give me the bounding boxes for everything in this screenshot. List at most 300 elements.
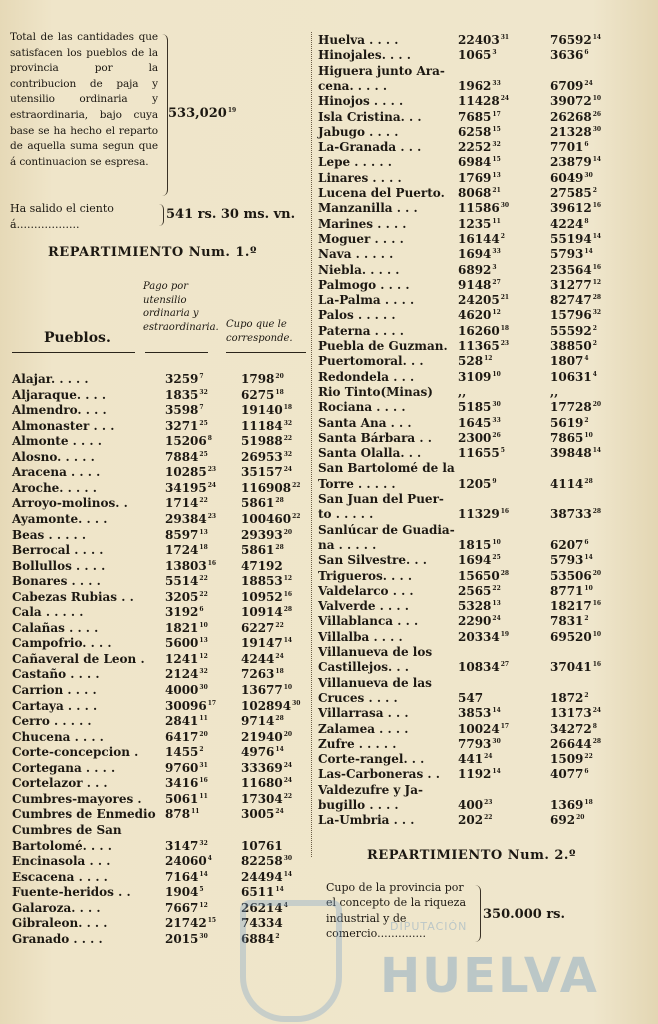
cupo-fraction: 14 bbox=[584, 554, 593, 562]
pago-fraction: 13 bbox=[199, 637, 208, 645]
pueblo-name: Bartolomé. . . . bbox=[12, 838, 112, 853]
cupo-value: 7701$^6$ bbox=[550, 140, 589, 155]
pueblo-name: Cumbres-mayores . bbox=[12, 791, 142, 806]
cupo-value: 100460$^{22}$ bbox=[241, 511, 301, 526]
cupo-fraction: 6 bbox=[584, 538, 589, 546]
table-row bbox=[318, 278, 648, 294]
pago-fraction: 22 bbox=[199, 497, 208, 505]
cupo-fraction: 22 bbox=[283, 792, 293, 800]
pueblo-name: Cruces . . . . bbox=[318, 690, 398, 705]
cupo-fraction: 2 bbox=[275, 932, 280, 940]
cupo-fraction: 30 bbox=[292, 699, 301, 707]
pueblo-name: Cumbres de Enmedio bbox=[12, 807, 156, 822]
pago-fraction: 15 bbox=[492, 125, 501, 133]
table-row bbox=[318, 492, 648, 508]
pago-fraction: 17 bbox=[500, 722, 510, 730]
pueblo-name: Fuente-heridos . . bbox=[12, 885, 131, 900]
table-row bbox=[318, 140, 648, 156]
table-row bbox=[12, 699, 310, 715]
cupo-value: 10631$^4$ bbox=[550, 369, 597, 384]
pago-fraction: 21 bbox=[492, 187, 501, 194]
cupo-fraction: 10 bbox=[283, 684, 293, 691]
cupo-value: 5861$^{28}$ bbox=[241, 496, 284, 511]
pago-value: 7667$^{12}$ bbox=[165, 900, 208, 915]
pueblo-name: Berrocal . . . . bbox=[12, 543, 104, 558]
pago-fraction: 7 bbox=[199, 404, 204, 412]
cupo-value: 6049$^{30}$ bbox=[550, 170, 593, 185]
pueblo-name: Linares . . . . bbox=[318, 170, 402, 185]
pago-fraction: 32 bbox=[199, 668, 208, 676]
cupo-fraction: 14 bbox=[592, 156, 602, 164]
cupo-fraction: 24 bbox=[275, 652, 284, 660]
pueblo-name: Almonaster . . . bbox=[12, 418, 115, 433]
pago-value: 9760$^{31}$ bbox=[165, 760, 208, 775]
pago-value: 3271$^{25}$ bbox=[165, 418, 208, 433]
pueblo-name: Nava . . . . . bbox=[318, 247, 394, 262]
pago-value: $528^{12}$ bbox=[458, 354, 493, 369]
cupo-value: 35157$^{24}$ bbox=[241, 465, 293, 480]
pueblo-name: Gibraleon. . . . bbox=[12, 916, 108, 931]
pago-value: 3147$^{32}$ bbox=[165, 838, 208, 853]
cupo-fraction: 24 bbox=[584, 79, 593, 87]
cupo-value: 7263$^{18}$ bbox=[241, 667, 284, 682]
pago-fraction: 22 bbox=[199, 575, 208, 583]
pueblo-name: Chucena . . . . bbox=[12, 729, 104, 744]
table-row bbox=[318, 553, 648, 569]
pago-fraction: 20 bbox=[199, 730, 208, 738]
pueblo-name: Jabugo . . . . bbox=[318, 124, 399, 139]
cupo-fraction: 20 bbox=[283, 528, 293, 536]
pago-value: 10024$^{17}$ bbox=[458, 721, 510, 736]
cupo-value: 9714$^{28}$ bbox=[241, 714, 284, 729]
table-row bbox=[12, 512, 310, 528]
pueblo-name: Sanlúcar de Guadia- bbox=[318, 522, 455, 537]
pago-fraction: 21 bbox=[500, 294, 510, 302]
table-row bbox=[318, 507, 648, 523]
table-row bbox=[318, 477, 648, 493]
pueblo-name: Valdelarco . . . bbox=[318, 583, 414, 598]
cupo-fraction: 6 bbox=[584, 49, 589, 57]
pago-fraction: 19 bbox=[500, 630, 510, 638]
pago-value: 1694$^{33}$ bbox=[458, 247, 501, 262]
table-row bbox=[318, 247, 648, 263]
cupo-value: 82258$^{30}$ bbox=[241, 854, 293, 869]
pueblo-name: Lucena del Puerto. bbox=[318, 186, 445, 200]
pago-fraction: 33 bbox=[492, 248, 501, 256]
table-row bbox=[12, 605, 310, 621]
cupo-value: 19140$^{18}$ bbox=[241, 403, 293, 418]
cupo-value: 3636$^6$ bbox=[550, 48, 589, 63]
intro-text: Total de las cantidades que satisfacen los pueblos de la provincia por la contribucion de paja y utensilio ordinaria y estraordinaria, bajo cuya base se ha hecho el reparto de aquella suma segun que á continuacion se espresa. bbox=[10, 31, 158, 168]
pueblo-name: Manzanilla . . . bbox=[318, 201, 418, 216]
cupo-value: 24494$^{14}$ bbox=[241, 869, 293, 884]
table-row bbox=[318, 324, 648, 340]
cupo-value: 34272$^8$ bbox=[550, 721, 597, 736]
cupo-fraction: 14 bbox=[283, 637, 293, 645]
pueblo-name: Carrion . . . . bbox=[12, 683, 97, 697]
pago-value: 1694$^{25}$ bbox=[458, 553, 501, 568]
pago-value: $878^{11}$ bbox=[165, 807, 200, 822]
cupo-fraction: 4 bbox=[584, 355, 589, 363]
table-row bbox=[12, 528, 310, 544]
pueblo-name: San Silvestre. . . bbox=[318, 553, 427, 568]
cupo-fraction: 32 bbox=[592, 309, 602, 317]
pago-value: 16260$^{18}$ bbox=[458, 323, 510, 338]
cupo-value: 1798$^{20}$ bbox=[241, 372, 284, 386]
pueblo-name: Lepe . . . . . bbox=[318, 155, 392, 170]
table-row bbox=[318, 446, 648, 462]
cupo-fraction: 2 bbox=[592, 340, 597, 347]
table-row bbox=[318, 752, 648, 768]
table-row bbox=[12, 839, 310, 855]
table-row bbox=[12, 792, 310, 808]
table-row bbox=[318, 645, 648, 661]
table-row bbox=[318, 569, 648, 585]
pago-value: 10285$^{23}$ bbox=[165, 465, 217, 480]
pago-fraction: 25 bbox=[199, 450, 208, 458]
table-row bbox=[318, 767, 648, 783]
brace bbox=[159, 34, 168, 196]
pueblo-name: Castaño . . . . bbox=[12, 667, 100, 682]
pago-value: 547 bbox=[458, 690, 484, 705]
table-row bbox=[318, 263, 648, 279]
cupo-fraction: 24 bbox=[592, 707, 602, 715]
pago-fraction: 2 bbox=[199, 746, 204, 754]
ciento-label: Ha salido el ciento á.................. bbox=[10, 202, 114, 231]
pago-value: 3205$^{22}$ bbox=[165, 589, 208, 604]
pago-fraction: 15 bbox=[207, 917, 217, 925]
table-row bbox=[12, 372, 310, 388]
cupo-value: 10914$^{28}$ bbox=[241, 605, 293, 620]
cupo-value: 51988$^{22}$ bbox=[241, 434, 293, 449]
pago-value: ,, bbox=[458, 384, 467, 399]
pago-value: 5061$^{11}$ bbox=[165, 791, 208, 806]
cupo-fraction: 28 bbox=[275, 497, 284, 505]
watermark-text: HUELVA bbox=[380, 948, 599, 1004]
header-rule bbox=[145, 352, 208, 353]
table-row bbox=[318, 691, 648, 707]
pago-value: 11655$^5$ bbox=[458, 446, 505, 461]
cupo-fraction: 20 bbox=[592, 401, 602, 409]
pago-value: 1835$^{32}$ bbox=[165, 387, 208, 402]
repartimiento-1-title: REPARTIMIENTO Num. 1.º bbox=[48, 245, 257, 260]
pueblo-name: Aroche. . . . . bbox=[12, 480, 97, 495]
table-row bbox=[318, 416, 648, 432]
pueblo-name: Aracena . . . . bbox=[12, 465, 101, 480]
pago-fraction: 30 bbox=[199, 932, 208, 940]
cupo-value: 6275$^{18}$ bbox=[241, 387, 284, 402]
table-row bbox=[318, 171, 648, 187]
cupo-value: 17728$^{20}$ bbox=[550, 400, 602, 415]
pueblo-name: Santa Olalla. . . bbox=[318, 446, 422, 461]
table-row bbox=[12, 559, 310, 575]
table-row bbox=[12, 450, 310, 466]
pueblo-name: Trigueros. . . . bbox=[318, 568, 413, 583]
cupo-value: 39848$^{14}$ bbox=[550, 446, 602, 461]
pueblo-name: Palmogo . . . . bbox=[318, 277, 410, 292]
pago-value: 8597$^{13}$ bbox=[165, 527, 208, 542]
table-row bbox=[12, 419, 310, 435]
table-row bbox=[318, 400, 648, 416]
pago-value: 15206$^8$ bbox=[165, 434, 212, 449]
cupo-fraction: 4 bbox=[592, 370, 597, 378]
pago-value: 6417$^{20}$ bbox=[165, 729, 208, 744]
pago-fraction: 25 bbox=[492, 554, 501, 562]
pago-fraction: 15 bbox=[492, 156, 501, 164]
pueblo-name: Encinasola . . . bbox=[12, 854, 111, 869]
cupo-value: 21940$^{20}$ bbox=[241, 729, 293, 744]
table-row bbox=[318, 660, 648, 676]
pueblo-name: Aljaraque. . . . bbox=[12, 387, 107, 402]
pago-fraction: 12 bbox=[492, 309, 501, 317]
pago-value: 1962$^{33}$ bbox=[458, 78, 501, 93]
table-row bbox=[318, 232, 648, 248]
pueblo-name: La-Granada . . . bbox=[318, 140, 422, 155]
table-row bbox=[12, 574, 310, 590]
table-row bbox=[318, 125, 648, 141]
intro-total: 533,020$^{19}$ bbox=[168, 106, 237, 121]
pueblo-name: Corte-concepcion . bbox=[12, 745, 139, 760]
table-row bbox=[12, 807, 310, 823]
pueblo-name: Cartaya . . . . bbox=[12, 698, 98, 713]
table-row bbox=[12, 667, 310, 683]
cupo-fraction: 14 bbox=[283, 870, 293, 878]
cupo-fraction: 2 bbox=[584, 416, 589, 424]
cupo-value: 102894$^{30}$ bbox=[241, 698, 301, 713]
pago-value: 8068$^{21}$ bbox=[458, 186, 501, 200]
pago-value: 3109$^{10}$ bbox=[458, 369, 501, 384]
table-row bbox=[318, 94, 648, 110]
cupo-fraction: 30 bbox=[584, 171, 593, 179]
cupo-value: 76592$^{14}$ bbox=[550, 33, 602, 47]
pago-fraction: 23 bbox=[207, 512, 217, 520]
pueblo-name: na . . . . . bbox=[318, 537, 377, 552]
table-row bbox=[318, 706, 648, 722]
table-row bbox=[12, 434, 310, 450]
column-divider bbox=[311, 32, 312, 857]
header-rule bbox=[12, 352, 135, 353]
table-row bbox=[12, 730, 310, 746]
pago-value: 21742$^{15}$ bbox=[165, 916, 217, 931]
pueblo-name: Almendro. . . . bbox=[12, 403, 107, 418]
cupo-fraction: 24 bbox=[283, 777, 293, 785]
cupo-fraction: 24 bbox=[283, 761, 293, 769]
pueblo-name: Santa Bárbara . . bbox=[318, 430, 432, 445]
table-row bbox=[12, 590, 310, 606]
table-row bbox=[12, 854, 310, 870]
pago-value: 1235$^{11}$ bbox=[458, 216, 501, 231]
pueblo-name: Villarrasa . . . bbox=[318, 706, 409, 721]
table-row bbox=[12, 870, 310, 886]
pueblo-name: La-Palma . . . . bbox=[318, 293, 415, 308]
pago-fraction: 5 bbox=[199, 886, 204, 894]
pueblo-name: Villablanca . . . bbox=[318, 614, 419, 629]
pueblo-name: Bollullos . . . . bbox=[12, 558, 106, 573]
cupo-value: 10761 bbox=[241, 838, 283, 853]
table-row bbox=[318, 308, 648, 324]
pueblo-name: Campofrio. . . . bbox=[12, 636, 112, 651]
pago-fraction: 16 bbox=[207, 559, 217, 567]
cupo-value: 33369$^{24}$ bbox=[241, 760, 293, 775]
cupo-fraction: 10 bbox=[592, 95, 602, 103]
pueblo-name: Villalba . . . . bbox=[318, 629, 403, 644]
table-row bbox=[318, 79, 648, 95]
cupo-fraction: 28 bbox=[275, 715, 284, 723]
cupo-value: 116908$^{22}$ bbox=[241, 480, 301, 495]
pago-fraction: 3 bbox=[492, 49, 497, 57]
pueblo-name: Cortelazor . . . bbox=[12, 776, 108, 791]
pago-value: 30096$^{17}$ bbox=[165, 698, 217, 713]
pago-value: 24205$^{21}$ bbox=[458, 293, 510, 308]
pago-value: 1455$^2$ bbox=[165, 745, 204, 760]
pago-fraction: 32 bbox=[199, 388, 208, 396]
cupo-value: 55592$^2$ bbox=[550, 323, 597, 338]
cupo-fraction: 28 bbox=[283, 606, 293, 614]
pago-fraction: 33 bbox=[492, 416, 501, 424]
cupo-value: 5861$^{28}$ bbox=[241, 543, 284, 558]
pago-fraction: 10 bbox=[492, 370, 501, 378]
pueblo-name: Puertomoral. . . bbox=[318, 354, 424, 369]
table-row bbox=[12, 621, 310, 637]
pueblo-name: Cañaveral de Leon . bbox=[12, 651, 145, 666]
pago-fraction: 28 bbox=[500, 569, 510, 577]
cupo-fraction: 22 bbox=[584, 753, 593, 761]
pago-value: 3598$^7$ bbox=[165, 403, 204, 418]
cupo-value: 47192 bbox=[241, 558, 283, 573]
pago-value: 1205$^9$ bbox=[458, 476, 497, 491]
table-row bbox=[318, 431, 648, 447]
pago-value: 2841$^{11}$ bbox=[165, 714, 208, 729]
cupo-value: 74334 bbox=[241, 916, 283, 931]
pago-fraction: 27 bbox=[500, 661, 510, 669]
pago-fraction: 22 bbox=[199, 590, 208, 598]
cupo-fraction: 2 bbox=[592, 324, 597, 332]
pago-fraction: 12 bbox=[484, 355, 493, 363]
table-row bbox=[318, 64, 648, 80]
cupo-fraction: 28 bbox=[592, 508, 602, 516]
table-row bbox=[318, 538, 648, 554]
pago-value: 2290$^{24}$ bbox=[458, 614, 501, 629]
pago-value: 1241$^{12}$ bbox=[165, 651, 208, 666]
pago-fraction: 3 bbox=[492, 263, 497, 271]
pueblo-name: Cala . . . . . bbox=[12, 605, 84, 620]
pago-fraction: 22 bbox=[484, 814, 493, 822]
pago-fraction: 9 bbox=[492, 477, 497, 485]
pago-fraction: 32 bbox=[492, 141, 501, 149]
pago-value: 24060$^4$ bbox=[165, 854, 212, 869]
pago-fraction: 7 bbox=[199, 373, 204, 380]
table-row bbox=[318, 339, 648, 355]
table-row bbox=[318, 110, 648, 126]
pago-value: 6984$^{15}$ bbox=[458, 155, 501, 170]
pueblo-name: cena. . . . . bbox=[318, 78, 388, 93]
table-row bbox=[12, 885, 310, 901]
cupo-fraction: 22 bbox=[275, 621, 284, 629]
cupo-fraction: 26 bbox=[592, 110, 602, 118]
cupo-value: 55194$^{14}$ bbox=[550, 231, 602, 246]
cupo-fraction: 10 bbox=[584, 584, 593, 592]
pago-value: 1192$^{14}$ bbox=[458, 767, 501, 782]
cupo-value: 27585$^2$ bbox=[550, 186, 597, 200]
cupo-fraction: 2 bbox=[584, 615, 589, 623]
pago-value: 20334$^{19}$ bbox=[458, 629, 510, 644]
cupo-fraction: 28 bbox=[584, 477, 593, 485]
pueblo-name: Cortegana . . . . bbox=[12, 760, 116, 775]
table-row bbox=[12, 388, 310, 404]
cupo-value: 4244$^{24}$ bbox=[241, 651, 284, 666]
pago-value: 11365$^{23}$ bbox=[458, 339, 510, 353]
pago-fraction: 11 bbox=[492, 217, 501, 225]
pueblo-name: Corte-rangel. . . bbox=[318, 752, 425, 767]
pago-value: 5328$^{13}$ bbox=[458, 599, 501, 614]
cupo-value: 5793$^{14}$ bbox=[550, 553, 593, 568]
table-row bbox=[12, 761, 310, 777]
pago-fraction: 24 bbox=[492, 615, 501, 623]
pago-value: 6892$^3$ bbox=[458, 262, 497, 277]
cupo-value: 31277$^{12}$ bbox=[550, 277, 602, 292]
table-row bbox=[318, 676, 648, 692]
pago-fraction: 10 bbox=[199, 621, 208, 629]
cupo-fraction: 18 bbox=[275, 668, 284, 676]
pago-value: 3416$^{16}$ bbox=[165, 776, 208, 791]
cupo-fraction: 30 bbox=[283, 855, 293, 863]
cupo-value: 3005$^{24}$ bbox=[241, 807, 284, 822]
pago-value: 15650$^{28}$ bbox=[458, 568, 510, 583]
pago-value: 1821$^{10}$ bbox=[165, 620, 208, 635]
pago-value: 5514$^{22}$ bbox=[165, 574, 208, 589]
pago-fraction: 14 bbox=[199, 870, 208, 878]
pueblo-name: Castillejos. . . bbox=[318, 660, 409, 675]
cupo-fraction: 12 bbox=[283, 575, 293, 583]
table-row bbox=[12, 776, 310, 792]
pago-fraction: 13 bbox=[199, 528, 208, 536]
pago-value: 4000$^{30}$ bbox=[165, 683, 208, 697]
pago-fraction: 27 bbox=[492, 278, 501, 286]
pueblo-name: Isla Cristina. . . bbox=[318, 109, 422, 124]
pago-fraction: 24 bbox=[207, 481, 217, 489]
table-row bbox=[318, 798, 648, 814]
pago-fraction: 16 bbox=[500, 508, 510, 516]
table-row bbox=[318, 48, 648, 64]
pago-value: 22403$^{31}$ bbox=[458, 33, 510, 47]
pago-fraction: 23 bbox=[484, 799, 493, 806]
cupo-fraction: 14 bbox=[592, 232, 602, 240]
pueblo-name: Zalamea . . . . bbox=[318, 721, 409, 736]
pago-fraction: 17 bbox=[492, 110, 501, 118]
pago-value: 1904$^5$ bbox=[165, 885, 204, 900]
cupo-value: 69520$^{10}$ bbox=[550, 629, 602, 644]
cupo-fraction: 14 bbox=[592, 34, 602, 41]
pago-value: 11329$^{16}$ bbox=[458, 507, 510, 522]
table-row bbox=[318, 722, 648, 738]
pago-value: 2300$^{26}$ bbox=[458, 430, 501, 445]
pago-fraction: 26 bbox=[492, 431, 501, 439]
brace bbox=[157, 204, 164, 226]
pago-value: 2124$^{32}$ bbox=[165, 667, 208, 682]
cupo-fraction: 20 bbox=[592, 569, 602, 577]
watermark-sub: DIPUTACIÓN bbox=[390, 920, 468, 933]
cupo-fraction: 16 bbox=[592, 600, 602, 608]
pago-value: 1815$^{10}$ bbox=[458, 537, 501, 552]
table-row bbox=[12, 714, 310, 730]
cupo-value: 18853$^{12}$ bbox=[241, 574, 293, 589]
cupo-value: 11680$^{24}$ bbox=[241, 776, 293, 791]
cupo-value: 15796$^{32}$ bbox=[550, 308, 602, 323]
pago-value: 11586$^{30}$ bbox=[458, 201, 510, 216]
pago-value: 1645$^{33}$ bbox=[458, 415, 501, 430]
pueblo-name: Galaroza. . . . bbox=[12, 900, 101, 915]
pago-value: 2565$^{22}$ bbox=[458, 583, 501, 598]
